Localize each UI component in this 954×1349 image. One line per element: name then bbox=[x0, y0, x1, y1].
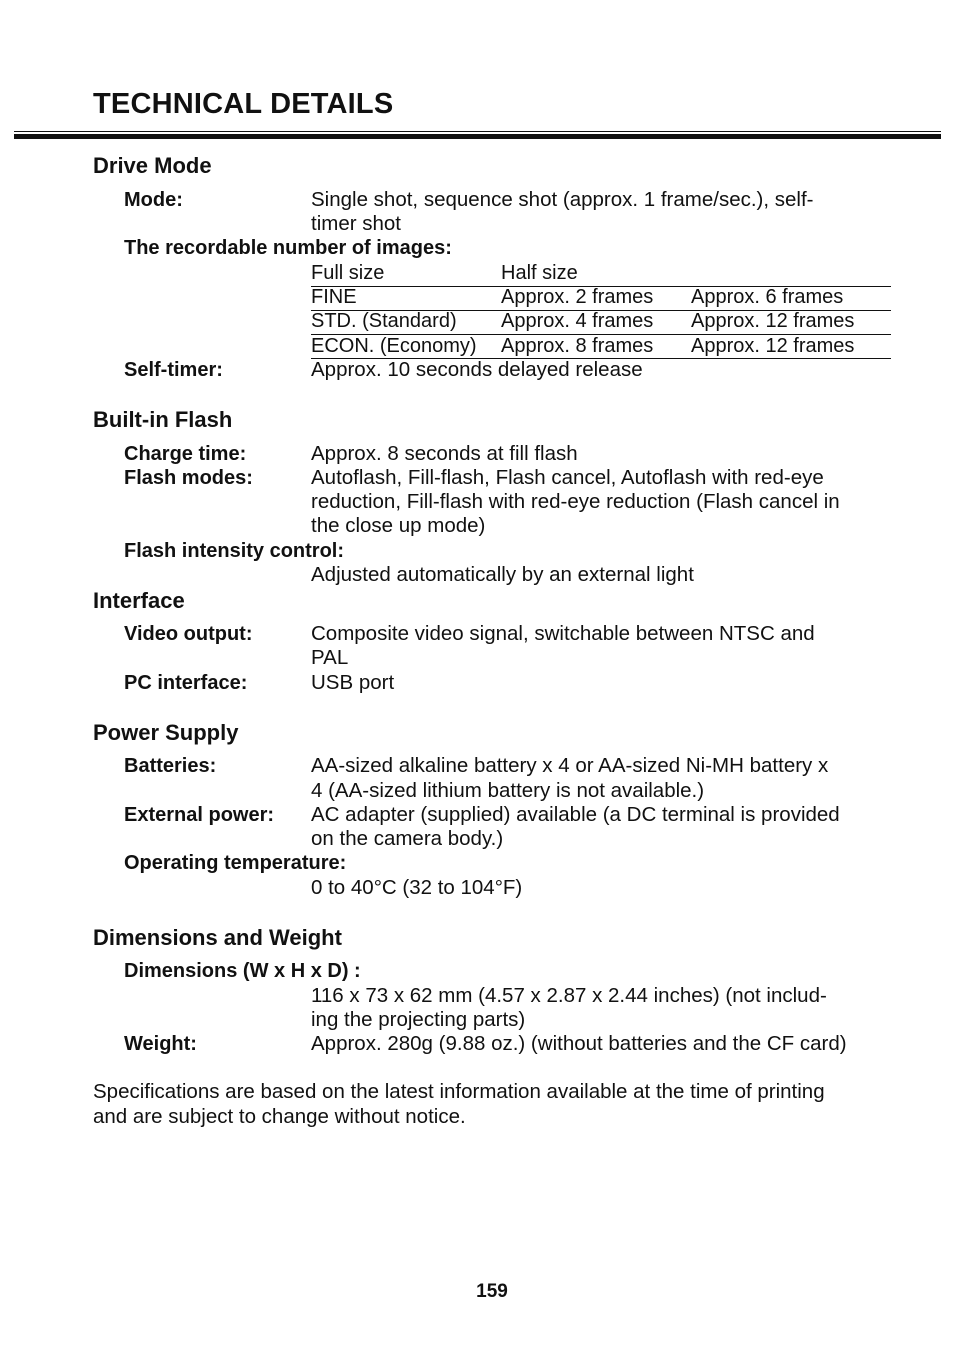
section-heading-interface: Interface bbox=[93, 588, 185, 613]
section-heading-power-supply: Power Supply bbox=[93, 720, 239, 745]
flash-intensity-label: Flash intensity control: bbox=[124, 540, 345, 562]
video-output-value-line-2: PAL bbox=[311, 646, 349, 669]
table-cell: ECON. (Economy) bbox=[311, 335, 477, 357]
section-heading-dimensions-weight: Dimensions and Weight bbox=[93, 925, 342, 950]
table-cell: FINE bbox=[311, 286, 357, 308]
weight-value: Approx. 280g (9.88 oz.) (without batteries and the CF card) bbox=[311, 1032, 847, 1055]
mode-label: Mode: bbox=[124, 189, 183, 211]
external-power-value-line-2: on the camera body.) bbox=[311, 827, 504, 850]
specifications-note-line-2: and are subject to change without notice. bbox=[93, 1105, 466, 1128]
table-cell: STD. (Standard) bbox=[311, 310, 457, 332]
flash-modes-value-line-1: Autoflash, Fill-flash, Flash cancel, Autoflash with red-eye bbox=[311, 466, 824, 489]
table-header-full-size: Full size bbox=[311, 262, 385, 284]
mode-value-line-1: Single shot, sequence shot (approx. 1 frame/sec.), self- bbox=[311, 188, 814, 211]
video-output-value-line-1: Composite video signal, switchable between NTSC and bbox=[311, 622, 815, 645]
page-number: 159 bbox=[476, 1281, 508, 1302]
title-rule-thick bbox=[14, 134, 941, 139]
operating-temperature-label: Operating temperature: bbox=[124, 852, 347, 874]
self-timer-label: Self-timer: bbox=[124, 359, 223, 381]
table-header-half-size: Half size bbox=[501, 262, 578, 284]
dimensions-value-line-2: ing the projecting parts) bbox=[311, 1008, 526, 1031]
weight-label: Weight: bbox=[124, 1033, 197, 1055]
charge-time-label: Charge time: bbox=[124, 443, 247, 465]
batteries-value-line-2: 4 (AA-sized lithium battery is not available.) bbox=[311, 779, 705, 802]
batteries-value-line-1: AA-sized alkaline battery x 4 or AA-sized Ni-MH battery x bbox=[311, 754, 829, 777]
flash-modes-value-line-2: reduction, Fill-flash with red-eye reduction (Flash cancel in bbox=[311, 490, 840, 513]
dimensions-value-line-1: 116 x 73 x 62 mm (4.57 x 2.87 x 2.44 inches) (not includ- bbox=[311, 984, 827, 1007]
batteries-label: Batteries: bbox=[124, 755, 217, 777]
table-cell: Approx. 2 frames bbox=[501, 286, 654, 308]
flash-modes-label: Flash modes: bbox=[124, 467, 253, 489]
page-title: TECHNICAL DETAILS bbox=[93, 88, 394, 120]
self-timer-value: Approx. 10 seconds delayed release bbox=[311, 358, 643, 381]
operating-temperature-value: 0 to 40°C (32 to 104°F) bbox=[311, 876, 523, 899]
recordable-images-label: The recordable number of images: bbox=[124, 237, 452, 259]
pc-interface-label: PC interface: bbox=[124, 672, 248, 694]
table-cell: Approx. 12 frames bbox=[691, 335, 855, 357]
section-heading-built-in-flash: Built-in Flash bbox=[93, 407, 233, 432]
title-rule-thin bbox=[14, 131, 941, 132]
table-cell: Approx. 8 frames bbox=[501, 335, 654, 357]
dimensions-label: Dimensions (W x H x D) : bbox=[124, 960, 361, 982]
pc-interface-value: USB port bbox=[311, 671, 395, 694]
specifications-note-line-1: Specifications are based on the latest information available at the time of printing bbox=[93, 1080, 825, 1103]
charge-time-value: Approx. 8 seconds at fill flash bbox=[311, 442, 578, 465]
section-heading-drive-mode: Drive Mode bbox=[93, 153, 212, 178]
external-power-value-line-1: AC adapter (supplied) available (a DC terminal is provided bbox=[311, 803, 840, 826]
video-output-label: Video output: bbox=[124, 623, 253, 645]
flash-intensity-value: Adjusted automatically by an external light bbox=[311, 563, 694, 586]
external-power-label: External power: bbox=[124, 804, 275, 826]
table-cell: Approx. 4 frames bbox=[501, 310, 654, 332]
flash-modes-value-line-3: the close up mode) bbox=[311, 514, 486, 537]
table-cell: Approx. 6 frames bbox=[691, 286, 844, 308]
table-cell: Approx. 12 frames bbox=[691, 310, 855, 332]
mode-value-line-2: timer shot bbox=[311, 212, 401, 235]
